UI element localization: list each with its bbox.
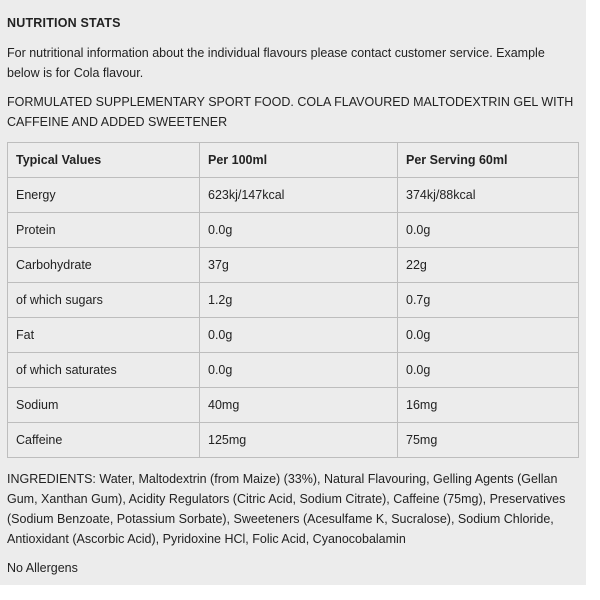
table-row	[8, 353, 579, 388]
header-per-100ml: Per 100ml	[200, 143, 398, 178]
nutrition-table	[7, 142, 579, 458]
row-label: Carbohydrate	[8, 248, 200, 283]
row-label: of which saturates	[8, 353, 200, 388]
row-label: Fat	[8, 318, 200, 353]
table-row	[8, 423, 579, 458]
table-row	[8, 178, 579, 213]
ingredients-text: INGREDIENTS: Water, Maltodextrin (from Maize) (33%), Natural Flavouring, Gelling Agents (Gellan Gum, Xanthan Gum), Acidity Regulators (Citric Acid, Sodium Citrate), Caffeine (75mg), Preservatives (Sodium Benzoate, Potassium Sorbate), Sweeteners (Acesulfame K, Sucralose), Sodium Chloride, Antioxidant (Ascorbic Acid), Pyridoxine HCl, Folic Acid, Cyanocobalamin	[7, 472, 566, 546]
row-label: Caffeine	[8, 423, 200, 458]
value-per-serving: 75mg	[398, 423, 579, 458]
value-per-serving: 0.0g	[398, 213, 579, 248]
table-row	[8, 388, 579, 423]
table-row	[8, 248, 579, 283]
header-typical-values: Typical Values	[8, 143, 200, 178]
value-per-100ml: 0.0g	[200, 213, 398, 248]
table-row	[8, 213, 579, 248]
value-per-serving: 16mg	[398, 388, 579, 423]
value-per-100ml: 0.0g	[200, 353, 398, 388]
row-label: Energy	[8, 178, 200, 213]
value-per-serving: 22g	[398, 248, 579, 283]
value-per-serving: 374kj/88kcal	[398, 178, 579, 213]
value-per-serving: 0.7g	[398, 283, 579, 318]
value-per-100ml: 125mg	[200, 423, 398, 458]
value-per-100ml: 40mg	[200, 388, 398, 423]
product-description: FORMULATED SUPPLEMENTARY SPORT FOOD. COLA FLAVOURED MALTODEXTRIN GEL WITH CAFFEINE AND ADDED SWEETENER	[7, 95, 574, 129]
row-label: of which sugars	[8, 283, 200, 318]
value-per-100ml: 1.2g	[200, 283, 398, 318]
table-header-row	[8, 143, 579, 178]
value-per-serving: 0.0g	[398, 318, 579, 353]
section-heading: NUTRITION STATS	[7, 16, 121, 30]
row-label: Sodium	[8, 388, 200, 423]
allergens-text: No Allergens	[7, 561, 78, 575]
intro-text: For nutritional information about the individual flavours please contact customer service. Example below is for Cola flavour.	[7, 46, 545, 80]
row-label: Protein	[8, 213, 200, 248]
table-row	[8, 283, 579, 318]
table-row	[8, 318, 579, 353]
value-per-100ml: 37g	[200, 248, 398, 283]
header-per-serving: Per Serving 60ml	[398, 143, 579, 178]
value-per-100ml: 0.0g	[200, 318, 398, 353]
value-per-100ml: 623kj/147kcal	[200, 178, 398, 213]
value-per-serving: 0.0g	[398, 353, 579, 388]
